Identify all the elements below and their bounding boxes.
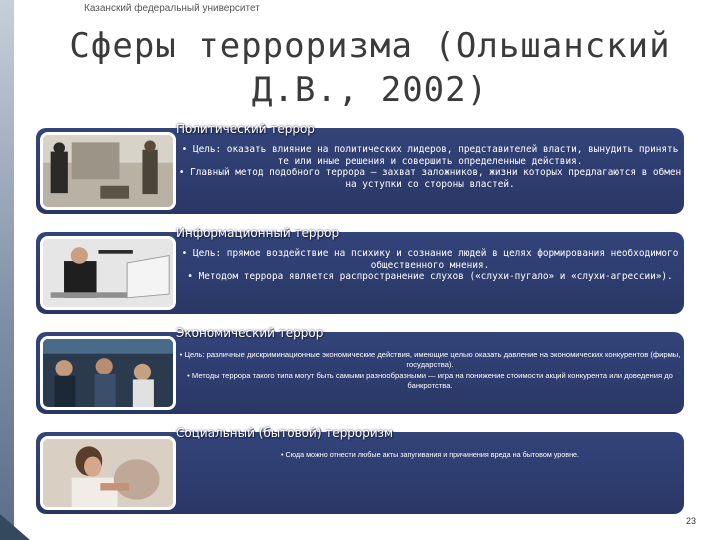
row-title: Социальный (бытовой) терроризм [176,426,394,440]
row-bullets [178,144,682,190]
row-political [36,122,684,214]
bullet-item: • Методом террора является распространение слухов («слухи-пугало» и «слухи-агрессии»). [187,271,673,282]
bullet-text: Сюда можно отнести любые акты запугивания и причинения вреда на бытовом уровне. [285,450,580,459]
university-label: Казанский федеральный университет [84,3,260,14]
row-bullets [178,248,682,283]
bullet-text: Цель: различные дискриминационные экономические действия, имеющие целью оказать давление на экономических конкурентов (фирмы, государства). [184,350,681,370]
corner-decoration [0,514,30,540]
bullet-text: Цель: оказать влияние на политических лидеров, представителей власти, вынудить принять те или иные решения и совершить определенные действия. [192,144,679,167]
bullet-item: • Сюда можно отнести любые акты запугивания и причинения вреда на бытовом уровне. [280,450,580,459]
page-number: 23 [685,516,696,526]
economic-terror-photo [40,336,176,410]
political-terror-photo [40,132,176,210]
bullet-item: • Цель: прямое воздействие на психику и сознание людей в целях формирования необходимого общественного мнения. [181,248,679,271]
row-title: Экономический террор [176,326,324,340]
row-title: Политический террор [176,122,315,136]
row-economic [36,326,684,414]
bullet-text: Цель: прямое воздействие на психику и сознание людей в целях формирования необходимого общественного мнения. [192,248,679,271]
bullet-item: • Цель: оказать влияние на политических лидеров, представителей власти, вынудить принять те или иные решения и совершить определенные действия. [181,144,679,167]
bullet-item: • Методы террора такого типа могут быть самыми разнообразными — игра на понижение стоимости акций конкурента или доведения до банкротства. [187,370,673,390]
bullet-item: • Цель: различные дискриминационные экономические действия, имеющие целью оказать давление на экономических конкурентов (фирмы, государства). [179,350,681,370]
information-terror-photo [40,236,176,310]
left-decorative-strip [0,0,14,540]
slide-title: Сферы терроризма (Ольшанский Д.В., 2002) [69,26,671,110]
row-bullets [178,450,682,460]
bullet-item: • Главный метод подобного террора — захват заложников, жизни которых предлагаются в обмен на уступки со стороны властей. [178,167,682,190]
bullet-text: Главный метод подобного террора — захват заложников, жизни которых предлагаются в обмен на уступки со стороны властей. [190,167,682,190]
bullet-text: Методом террора является распространение слухов («слухи-пугало» и «слухи-агрессии»). [198,271,673,282]
row-bullets [178,350,682,391]
social-terror-photo [40,436,176,510]
bullet-text: Методы террора такого типа могут быть самыми разнообразными — игра на понижение стоимости акций конкурента или доведения до банкротства. [191,370,673,390]
row-title: Информационный террор [176,226,340,240]
row-social [36,426,684,514]
row-information [36,226,684,314]
